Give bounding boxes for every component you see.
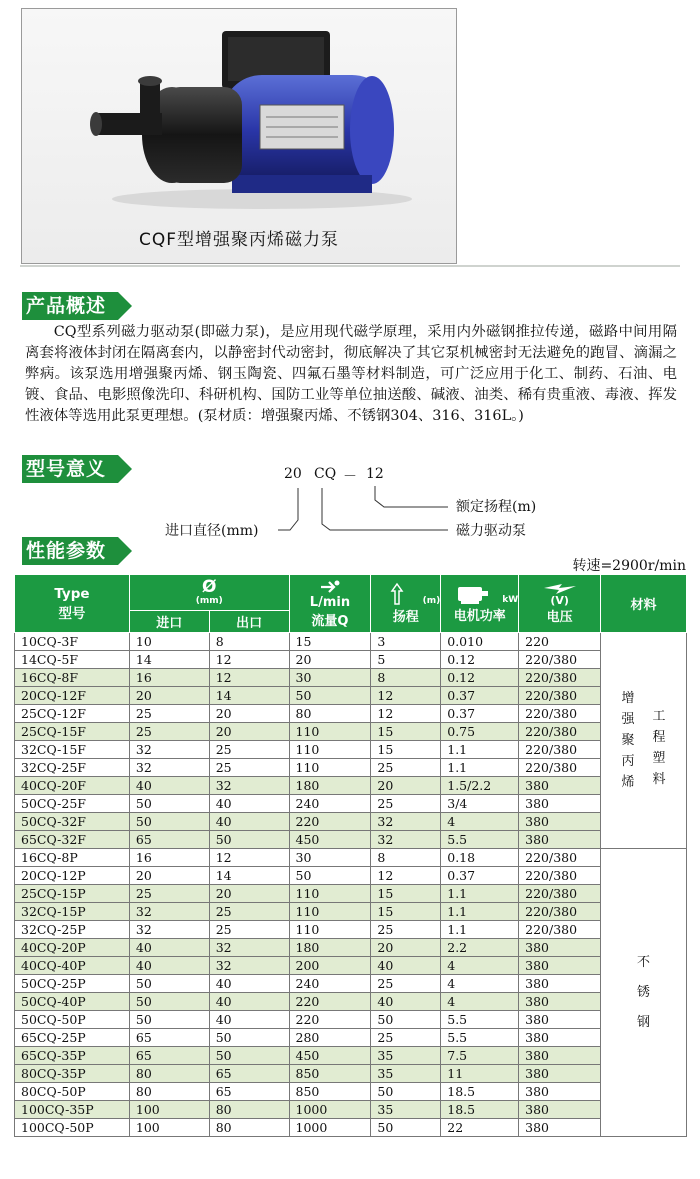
header-material: 材料 <box>601 575 687 633</box>
table-cell: 100CQ-50P <box>15 1119 130 1137</box>
table-cell: 50CQ-40P <box>15 993 130 1011</box>
table-row <box>15 741 687 759</box>
table-cell: 80 <box>129 1065 209 1083</box>
table-row <box>15 957 687 975</box>
table-cell: 0.12 <box>441 669 519 687</box>
header-voltage-label: 电压 <box>546 610 573 625</box>
table-cell: 220/380 <box>519 921 601 939</box>
table-cell: 50CQ-50P <box>15 1011 130 1029</box>
table-row <box>15 831 687 849</box>
table-cell: 7.5 <box>441 1047 519 1065</box>
table-cell: 180 <box>289 777 371 795</box>
section-title-performance: 性能参数 <box>22 537 118 565</box>
table-cell: 220/380 <box>519 651 601 669</box>
table-cell: 32 <box>209 939 289 957</box>
table-cell: 40CQ-20F <box>15 777 130 795</box>
table-body <box>15 633 687 1137</box>
table-cell: 80 <box>289 705 371 723</box>
table-cell: 16CQ-8F <box>15 669 130 687</box>
table-row <box>15 633 687 651</box>
table-cell: 380 <box>519 777 601 795</box>
table-cell: 100 <box>129 1119 209 1137</box>
table-cell: 8 <box>209 633 289 651</box>
material-plastic <box>601 633 687 849</box>
header-flow <box>289 575 371 633</box>
table-cell: 0.010 <box>441 633 519 651</box>
table-cell: 50CQ-25P <box>15 975 130 993</box>
table-cell: 3/4 <box>441 795 519 813</box>
model-meaning-diagram <box>0 458 700 538</box>
table-cell: 25 <box>209 903 289 921</box>
header-voltage-unit: (V) <box>550 594 569 607</box>
table-cell: 65CQ-32F <box>15 831 130 849</box>
table-cell: 100CQ-35P <box>15 1101 130 1119</box>
table-row <box>15 1011 687 1029</box>
table-cell: 32 <box>129 759 209 777</box>
table-cell: 110 <box>289 759 371 777</box>
table-cell: 25CQ-12F <box>15 705 130 723</box>
table-cell: 40 <box>129 777 209 795</box>
table-cell: 380 <box>519 939 601 957</box>
table-cell: 10 <box>129 633 209 651</box>
table-row <box>15 993 687 1011</box>
model-part-type: CQ <box>314 466 337 482</box>
header-power-unit: kW <box>502 595 519 605</box>
header-flow-label: 流量Q <box>311 613 349 629</box>
table-cell: 1.1 <box>441 903 519 921</box>
table-cell: 220/380 <box>519 885 601 903</box>
table-cell: 18.5 <box>441 1083 519 1101</box>
header-power <box>441 575 519 633</box>
table-cell: 220/380 <box>519 867 601 885</box>
table-cell: 8 <box>371 849 441 867</box>
header-type <box>15 575 130 633</box>
table-cell: 12 <box>209 651 289 669</box>
table-cell: 25 <box>371 921 441 939</box>
table-cell: 850 <box>289 1083 371 1101</box>
table-cell: 25 <box>371 759 441 777</box>
header-head-unit: (m) <box>422 596 441 606</box>
header-voltage <box>519 575 601 633</box>
table-cell: 40CQ-20P <box>15 939 130 957</box>
table-cell: 220/380 <box>519 723 601 741</box>
table-row <box>15 687 687 705</box>
table-cell: 15 <box>371 741 441 759</box>
table-row <box>15 849 687 867</box>
table-cell: 5.5 <box>441 1011 519 1029</box>
table-cell: 1.5/2.2 <box>441 777 519 795</box>
table-cell: 25 <box>371 795 441 813</box>
table-cell: 220 <box>289 1011 371 1029</box>
table-cell: 30 <box>289 669 371 687</box>
table-row <box>15 885 687 903</box>
header-type-en: Type <box>54 585 90 602</box>
table-cell: 65 <box>129 831 209 849</box>
header-outlet: 出口 <box>209 611 289 633</box>
table-cell: 15 <box>289 633 371 651</box>
table-cell: 32CQ-25F <box>15 759 130 777</box>
table-cell: 12 <box>209 669 289 687</box>
table-cell: 20 <box>371 939 441 957</box>
table-row <box>15 669 687 687</box>
table-cell: 380 <box>519 1065 601 1083</box>
table-cell: 220/380 <box>519 759 601 777</box>
table-cell: 25 <box>371 1029 441 1047</box>
table-cell: 1000 <box>289 1119 371 1137</box>
table-cell: 15 <box>371 885 441 903</box>
table-cell: 5.5 <box>441 831 519 849</box>
table-cell: 450 <box>289 1047 371 1065</box>
table-cell: 50 <box>371 1083 441 1101</box>
model-part-head: 12 <box>366 466 384 482</box>
table-cell: 32 <box>371 813 441 831</box>
table-cell: 110 <box>289 723 371 741</box>
table-cell: 0.75 <box>441 723 519 741</box>
table-row <box>15 759 687 777</box>
table-cell: 380 <box>519 1101 601 1119</box>
table-row <box>15 795 687 813</box>
table-cell: 65 <box>129 1047 209 1065</box>
section-title-model-meaning: 型号意义 <box>22 455 118 483</box>
table-cell: 0.37 <box>441 867 519 885</box>
header-inlet: 进口 <box>129 611 209 633</box>
table-cell: 50CQ-32F <box>15 813 130 831</box>
model-label-inlet: 进口直径(mm) <box>165 523 259 539</box>
table-cell: 40 <box>209 993 289 1011</box>
table-cell: 10CQ-3F <box>15 633 130 651</box>
table-cell: 50 <box>209 1047 289 1065</box>
model-leader-lines <box>0 458 700 538</box>
performance-table <box>14 574 687 1137</box>
table-cell: 80CQ-35P <box>15 1065 130 1083</box>
product-caption: CQF型增强聚丙烯磁力泵 <box>138 230 340 250</box>
table-cell: 380 <box>519 813 601 831</box>
product-photo-frame <box>21 8 457 264</box>
table-row <box>15 903 687 921</box>
table-cell: 0.37 <box>441 705 519 723</box>
table-cell: 50CQ-25F <box>15 795 130 813</box>
model-label-type: 磁力驱动泵 <box>456 523 526 539</box>
table-cell: 220/380 <box>519 741 601 759</box>
table-cell: 40CQ-40P <box>15 957 130 975</box>
table-cell: 20 <box>209 705 289 723</box>
table-cell: 20 <box>209 885 289 903</box>
table-cell: 450 <box>289 831 371 849</box>
table-cell: 65CQ-35P <box>15 1047 130 1065</box>
table-row <box>15 1101 687 1119</box>
table-cell: 16 <box>129 849 209 867</box>
table-cell: 220/380 <box>519 903 601 921</box>
table-cell: 4 <box>441 975 519 993</box>
header-flow-unit: L/min <box>309 594 351 610</box>
table-cell: 65CQ-25P <box>15 1029 130 1047</box>
table-cell: 11 <box>441 1065 519 1083</box>
table-cell: 14 <box>209 867 289 885</box>
table-cell: 16 <box>129 669 209 687</box>
table-cell: 1.1 <box>441 921 519 939</box>
table-cell: 3 <box>371 633 441 651</box>
table-cell: 65 <box>209 1083 289 1101</box>
table-cell: 12 <box>371 705 441 723</box>
section-title-overview: 产品概述 <box>22 292 118 320</box>
table-cell: 380 <box>519 1119 601 1137</box>
table-cell: 40 <box>209 1011 289 1029</box>
table-cell: 380 <box>519 831 601 849</box>
table-row <box>15 777 687 795</box>
table-cell: 380 <box>519 1083 601 1101</box>
table-row <box>15 975 687 993</box>
table-cell: 4 <box>441 957 519 975</box>
material-steel: 不 锈 钢 <box>637 954 651 1030</box>
table-cell: 380 <box>519 1011 601 1029</box>
table-cell: 50 <box>371 1119 441 1137</box>
table-cell: 20 <box>129 867 209 885</box>
table-row <box>15 921 687 939</box>
table-cell: 1.1 <box>441 759 519 777</box>
table-cell: 40 <box>129 939 209 957</box>
table-cell: 25CQ-15F <box>15 723 130 741</box>
table-row <box>15 705 687 723</box>
table-cell: 50 <box>129 813 209 831</box>
model-separator: － <box>343 469 357 485</box>
table-cell: 32 <box>209 957 289 975</box>
table-cell: 50 <box>129 795 209 813</box>
table-cell: 220/380 <box>519 687 601 705</box>
table-cell: 40 <box>371 993 441 1011</box>
table-row <box>15 1083 687 1101</box>
table-cell: 25 <box>209 759 289 777</box>
table-cell: 0.18 <box>441 849 519 867</box>
table-cell: 32 <box>129 741 209 759</box>
table-cell: 5.5 <box>441 1029 519 1047</box>
table-cell: 32 <box>209 777 289 795</box>
table-row <box>15 1119 687 1137</box>
table-cell: 380 <box>519 957 601 975</box>
table-cell: 25 <box>371 975 441 993</box>
table-cell: 50 <box>209 1029 289 1047</box>
table-cell: 2.2 <box>441 939 519 957</box>
table-cell: 32 <box>129 903 209 921</box>
table-cell: 380 <box>519 1047 601 1065</box>
table-row <box>15 939 687 957</box>
table-cell: 12 <box>371 687 441 705</box>
table-cell: 380 <box>519 795 601 813</box>
divider-line <box>20 265 680 267</box>
table-cell: 200 <box>289 957 371 975</box>
table-cell: 25 <box>209 921 289 939</box>
table-cell: 40 <box>209 975 289 993</box>
table-cell: 14 <box>129 651 209 669</box>
table-cell: 35 <box>371 1047 441 1065</box>
table-cell: 65 <box>209 1065 289 1083</box>
table-cell: 850 <box>289 1065 371 1083</box>
table-row <box>15 1065 687 1083</box>
table-cell: 280 <box>289 1029 371 1047</box>
table-row <box>15 651 687 669</box>
table-cell: 40 <box>209 795 289 813</box>
table-cell: 25 <box>129 723 209 741</box>
table-cell: 65 <box>129 1029 209 1047</box>
table-cell: 12 <box>209 849 289 867</box>
table-cell: 30 <box>289 849 371 867</box>
table-row <box>15 813 687 831</box>
table-cell: 220 <box>289 813 371 831</box>
table-cell: 220/380 <box>519 849 601 867</box>
table-cell: 20 <box>209 723 289 741</box>
table-cell: 22 <box>441 1119 519 1137</box>
table-cell: 1000 <box>289 1101 371 1119</box>
table-cell: 20 <box>289 651 371 669</box>
table-cell: 80 <box>209 1119 289 1137</box>
table-cell: 20 <box>371 777 441 795</box>
table-cell: 1.1 <box>441 741 519 759</box>
table-row <box>15 723 687 741</box>
table-cell: 4 <box>441 993 519 1011</box>
table-cell: 16CQ-8P <box>15 849 130 867</box>
table-cell: 40 <box>209 813 289 831</box>
header-power-label: 电机功率 <box>453 609 506 624</box>
table-cell: 35 <box>371 1101 441 1119</box>
flow-icon <box>319 579 341 595</box>
header-head-label: 扬程 <box>392 610 419 625</box>
material-plastic-a: 增 强 聚 丙 烯 <box>621 691 635 790</box>
table-row <box>15 1029 687 1047</box>
diameter-icon: Ø <box>201 577 217 597</box>
table-cell: 0.37 <box>441 687 519 705</box>
table-cell: 100 <box>129 1101 209 1119</box>
table-cell: 8 <box>371 669 441 687</box>
table-cell: 25 <box>129 885 209 903</box>
table-cell: 1.1 <box>441 885 519 903</box>
table-cell: 380 <box>519 975 601 993</box>
table-cell: 50 <box>289 687 371 705</box>
header-diameter <box>129 575 289 611</box>
overview-text: CQ型系列磁力驱动泵(即磁力泵)，是应用现代磁学原理，采用内外磁钢推拉传递，磁路中间用隔离套将液体封闭在隔离套内，以静密封代动密封，彻底解决了其它泵机械密封无法避免的跑冒、滴漏之弊病。该泵选用增强聚丙烯、钢玉陶瓷、四氟石墨等材料制造，可广泛应用于化工、制药、石油、电镀、食品、电影照像洗印、科研机构、国防工业等单位抽送酸、碱液、油类、稀有贵重液、毒液、挥发性液体等选用此泵更理想。(泵材质：增强聚丙烯、不锈钢304、316、316L。) <box>25 324 677 424</box>
table-cell: 50 <box>129 1011 209 1029</box>
magnetic-pump-image <box>22 9 456 219</box>
table-cell: 80 <box>129 1083 209 1101</box>
rotation-speed: 转速=2900r/min <box>572 558 686 574</box>
table-cell: 110 <box>289 741 371 759</box>
table-cell: 110 <box>289 885 371 903</box>
header-diameter-unit: (mm) <box>195 596 223 606</box>
table-cell: 20CQ-12P <box>15 867 130 885</box>
table-cell: 35 <box>371 1065 441 1083</box>
table-cell: 110 <box>289 903 371 921</box>
table-cell: 15 <box>371 723 441 741</box>
material-stainless <box>601 849 687 1137</box>
model-label-head: 额定扬程(m) <box>456 499 537 515</box>
table-cell: 32 <box>371 831 441 849</box>
table-cell: 50 <box>129 993 209 1011</box>
table-cell: 32 <box>129 921 209 939</box>
table-cell: 15 <box>371 903 441 921</box>
table-cell: 220 <box>519 633 601 651</box>
table-cell: 40 <box>129 957 209 975</box>
table-cell: 50 <box>289 867 371 885</box>
table-cell: 20CQ-12F <box>15 687 130 705</box>
table-cell: 32CQ-25P <box>15 921 130 939</box>
table-cell: 25 <box>129 705 209 723</box>
table-cell: 32CQ-15F <box>15 741 130 759</box>
table-cell: 4 <box>441 813 519 831</box>
table-cell: 50 <box>129 975 209 993</box>
table-cell: 50 <box>209 831 289 849</box>
table-cell: 14 <box>209 687 289 705</box>
table-cell: 240 <box>289 975 371 993</box>
table-cell: 80 <box>209 1101 289 1119</box>
table-cell: 5 <box>371 651 441 669</box>
table-cell: 240 <box>289 795 371 813</box>
table-row <box>15 1047 687 1065</box>
table-row <box>15 867 687 885</box>
table-cell: 14CQ-5F <box>15 651 130 669</box>
table-cell: 18.5 <box>441 1101 519 1119</box>
table-cell: 220/380 <box>519 705 601 723</box>
table-cell: 0.12 <box>441 651 519 669</box>
table-cell: 50 <box>371 1011 441 1029</box>
table-cell: 20 <box>129 687 209 705</box>
table-cell: 32CQ-15P <box>15 903 130 921</box>
overview-paragraph <box>25 322 677 427</box>
table-cell: 80CQ-50P <box>15 1083 130 1101</box>
head-arrow-icon <box>390 582 404 606</box>
table-cell: 220/380 <box>519 669 601 687</box>
table-cell: 380 <box>519 1029 601 1047</box>
table-cell: 25 <box>209 741 289 759</box>
table-cell: 110 <box>289 921 371 939</box>
material-plastic-b: 工 程 塑 料 <box>652 709 666 787</box>
table-cell: 220 <box>289 993 371 1011</box>
table-cell: 40 <box>371 957 441 975</box>
header-type-cn: 型号 <box>58 605 86 622</box>
table-cell: 25CQ-15P <box>15 885 130 903</box>
table-cell: 380 <box>519 993 601 1011</box>
header-head <box>371 575 441 633</box>
motor-icon <box>455 583 489 605</box>
model-part-inlet: 20 <box>284 466 302 482</box>
table-cell: 180 <box>289 939 371 957</box>
table-cell: 12 <box>371 867 441 885</box>
